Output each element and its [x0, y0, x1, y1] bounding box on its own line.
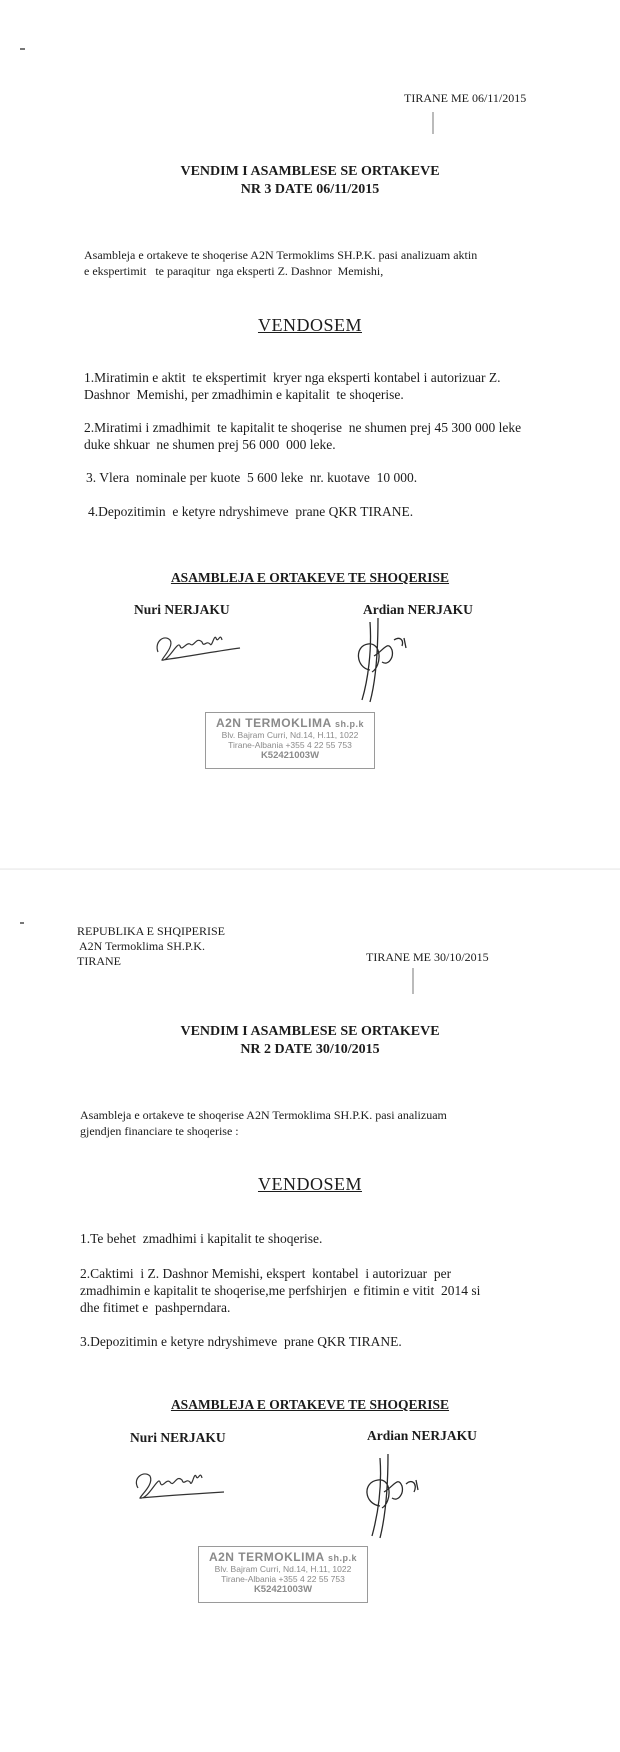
signatory-left-name: Nuri NERJAKU — [134, 602, 230, 617]
decision-heading: VENDOSEM — [257, 315, 362, 335]
scan-speck — [20, 922, 24, 924]
signatory-right-name: Ardian NERJAKU — [367, 1428, 477, 1443]
intro-text: gjendjen financiare te shoqerise : — [80, 1124, 239, 1138]
decision-item-2: dhe fitimet e pashperndara. — [80, 1300, 231, 1315]
stamp-number: K52421003W — [253, 1584, 313, 1595]
intro-text: Asambleja e ortakeve te shoqerise A2N Termoklims SH.P.K. pasi analizuam aktin — [84, 248, 478, 262]
company-stamp — [198, 1546, 368, 1603]
signatories-heading: ASAMBLEJA E ORTAKEVE TE SHOQERISE — [170, 1397, 450, 1412]
signatory-left-name: Nuri NERJAKU — [130, 1430, 226, 1445]
intro-text: e ekspertimit te paraqitur nga eksperti Z. Dashnor Memishi, — [84, 264, 384, 278]
decision-item-2: duke shkuar ne shumen prej 56 000 000 leke. — [84, 437, 336, 452]
header-city: TIRANE — [77, 954, 121, 968]
decision-item-4: 4.Depozitimin e ketyre ndryshimeve prane QKR TIRANE. — [88, 504, 414, 519]
company-stamp — [205, 712, 375, 769]
header-company: A2N Termoklima SH.P.K. — [79, 939, 205, 953]
stamp-brand: A2N TERMOKLIMA sh.p.k — [208, 1550, 358, 1564]
stamp-phone: Tirane-Albania +355 4 22 55 753 — [221, 1574, 345, 1584]
intro-text: Asambleja e ortakeve te shoqerise A2N Termoklima SH.P.K. pasi analizuam — [80, 1108, 447, 1122]
signature-right — [348, 610, 418, 705]
signatory-right-name: Ardian NERJAKU — [363, 602, 473, 617]
decision-item-1: 1.Te behet zmadhimi i kapitalit te shoqerise. — [80, 1231, 323, 1246]
decision-item-2: 2.Miratimi i zmadhimit te kapitalit te shoqerise ne shumen prej 45 300 000 leke — [84, 420, 522, 435]
decision-item-1: Dashnor Memishi, per zmadhimin e kapitalit te shoqerise. — [84, 387, 404, 402]
decision-heading: VENDOSEM — [257, 1174, 362, 1194]
scan-speck — [20, 48, 25, 50]
document-page-2 — [0, 870, 620, 1752]
header-country: REPUBLIKA E SHQIPERISE — [77, 924, 226, 938]
date-line: TIRANE ME 30/10/2015 — [366, 950, 489, 964]
stamp-phone: Tirane-Albania +355 4 22 55 753 — [228, 740, 352, 750]
decision-item-1: 1.Miratimin e aktit te ekspertimit kryer nga eksperti kontabel i autorizuar Z. — [84, 370, 501, 385]
stamp-address: Blv. Bajram Curri, Nd.14, H.11, 1022 — [214, 1564, 352, 1574]
signature-left — [128, 1460, 228, 1508]
signature-right — [356, 1448, 430, 1540]
document-title: VENDIM I ASAMBLESE SE ORTAKEVE — [180, 1024, 440, 1039]
date-line: TIRANE ME 06/11/2015 — [404, 91, 527, 105]
scan-speck — [432, 112, 434, 134]
decision-item-3: 3. Vlera nominale per kuote 5 600 leke nr. kuotave 10 000. — [86, 470, 418, 485]
signatories-heading: ASAMBLEJA E ORTAKEVE TE SHOQERISE — [170, 570, 450, 585]
document-page-1 — [0, 0, 620, 870]
stamp-brand: A2N TERMOKLIMA sh.p.k — [215, 716, 365, 730]
stamp-address: Blv. Bajram Curri, Nd.14, H.11, 1022 — [221, 730, 359, 740]
document-title: VENDIM I ASAMBLESE SE ORTAKEVE — [180, 164, 440, 179]
signature-left — [150, 622, 245, 672]
decision-item-3: 3.Depozitimin e ketyre ndryshimeve prane QKR TIRANE. — [80, 1334, 402, 1349]
stamp-number: K52421003W — [260, 750, 320, 761]
document-number: NR 3 DATE 06/11/2015 — [240, 182, 380, 197]
scan-speck — [412, 968, 414, 994]
document-number: NR 2 DATE 30/10/2015 — [240, 1042, 380, 1057]
decision-item-2: zmadhimin e kapitalit te shoqerise,me perfshirjen e fitimin e vitit 2014 si — [80, 1283, 481, 1298]
decision-item-2: 2.Caktimi i Z. Dashnor Memishi, ekspert kontabel i autorizuar per — [80, 1266, 452, 1281]
